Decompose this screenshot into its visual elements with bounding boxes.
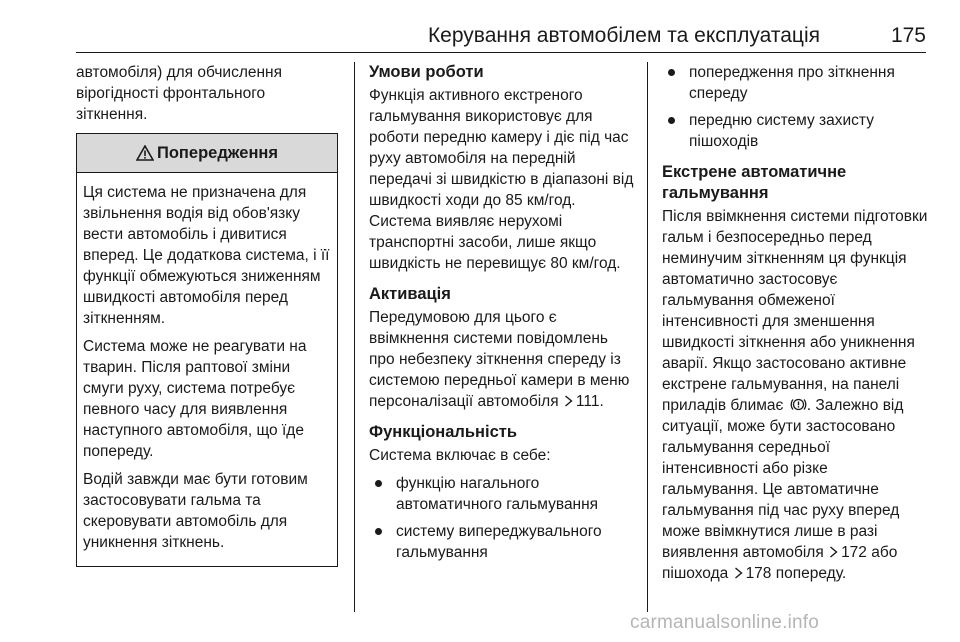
emergency-text-part1: Після ввімкнення системи підготовки гальм і безпосередньо перед неминучим зіткненням ця функція автоматично застосовує гальмування обмеженої інтенсивності для зменшення швидкості зіткнення або уникнення аварії. Якщо застосовано активне екстрене гальмування, на панелі приладів блимає [662, 208, 928, 414]
bullet-icon [375, 480, 382, 487]
list-item [662, 110, 928, 152]
list-item-text: функцію нагального автоматичного гальмування [396, 475, 599, 513]
page-ref-178[interactable]: 178 попереду. [745, 565, 847, 582]
column-middle [369, 62, 637, 571]
conditions-paragraph: Функція активного екстреного гальмування використовує для роботи передню камеру і діє під час руху автомобіля на передній передачі зі швидкістю в діапазоні від швидкості ходи до 85 км/год. Система виявляє нерухомі транспортні засоби, лише якщо швидкість не перевищує 80 км/год. [369, 87, 634, 272]
warning-triangle-icon [136, 145, 154, 161]
warning-paragraph: Водій завжди має бути готовим застосовувати гальма та скеровувати автомобіль для уникнення зіткнень. [83, 471, 308, 551]
list-item-text: попередження про зіткнення спереду [689, 64, 895, 102]
warning-title: Попередження [156, 143, 279, 162]
heading-functionality: Функціональність [369, 423, 518, 441]
activation-paragraph [369, 307, 637, 412]
heading-emergency-braking: Екстрене автоматичне гальмування [662, 163, 847, 202]
list-item-text: передню систему захисту пішоходів [689, 112, 874, 150]
warning-header [77, 134, 337, 173]
reference-arrow-icon [734, 567, 743, 579]
list-item [369, 473, 637, 515]
heading-conditions: Умови роботи [369, 63, 484, 81]
list-item-text: систему випереджувального гальмування [396, 523, 602, 561]
page-ref-172[interactable]: 172 або пішохода [662, 544, 898, 582]
reference-arrow-icon [829, 546, 838, 558]
column-left [76, 62, 338, 567]
reference-arrow-icon [564, 395, 573, 407]
page-title: Керування автомобілем та експлуатація [427, 24, 820, 47]
functionality-list [369, 473, 637, 563]
activation-page-ref[interactable]: 111. [575, 393, 604, 410]
functionality-list-continued [662, 62, 928, 152]
bullet-icon [668, 117, 675, 124]
column-divider-left [354, 62, 355, 612]
list-item [369, 521, 637, 563]
warning-box [76, 133, 338, 567]
activation-text: Передумовою для цього є ввімкнення системи повідомлень про небезпеку зіткнення спереду із системою передньої камери в меню персоналізації автомобіля [369, 309, 630, 410]
bullet-icon [375, 528, 382, 535]
bullet-icon [668, 69, 675, 76]
column-right [662, 62, 928, 591]
list-item [662, 62, 928, 104]
emergency-text-part2: . Залежно від ситуації, може бути застосовано гальмування середньої інтенсивності або різке гальмування. Це автоматичне гальмування під час руху вперед може ввімкнутися лише в разі виявлення автомобіля [662, 397, 904, 561]
brake-warning-lamp-icon [790, 396, 807, 413]
warning-paragraph: Система може не реагувати на тварин. Після раптової зміни смуги руху, система потребує певного часу для виявлення наступного автомобіля, що їде попереду. [83, 338, 307, 460]
watermark: carmanualsonline.info [630, 612, 820, 633]
functionality-paragraph: Система включає в себе: [369, 447, 551, 464]
emergency-paragraph [662, 206, 928, 584]
warning-paragraph: Ця система не призначена для звільнення водія від обов'язку вести автомобіль і дивитися вперед. Це додаткова система, і її функції обмежуються зниженням швидкості автомобіля перед зіткненням. [83, 184, 330, 327]
page-header [76, 18, 926, 53]
heading-activation: Активація [369, 285, 451, 303]
column-divider-right [647, 62, 648, 612]
intro-paragraph: автомобіля) для обчислення вірогідності фронтального зіткнення. [76, 64, 282, 123]
warning-body [77, 173, 337, 566]
page-number: 175 [890, 24, 926, 47]
